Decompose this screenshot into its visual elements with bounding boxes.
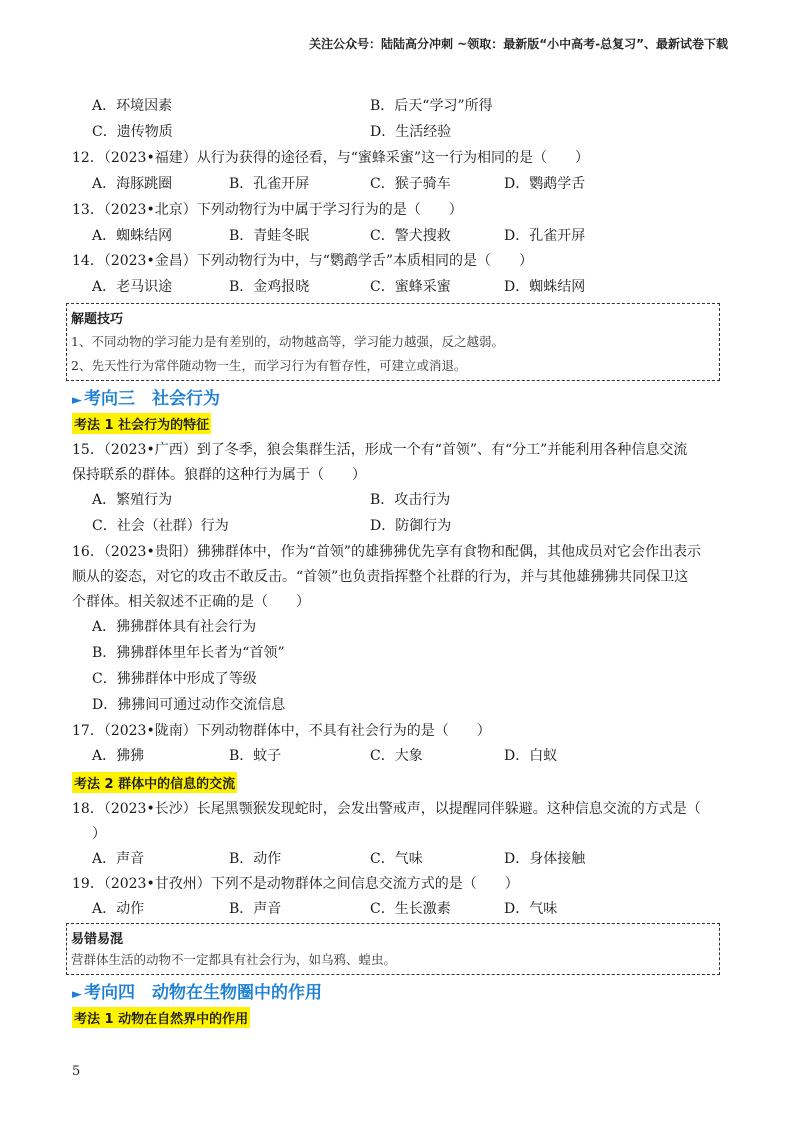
q19-option-d: D．气味 — [504, 901, 558, 917]
q17-stem: 17．（2023•陇南）下列动物群体中，不具有社会行为的是（ ） — [72, 723, 491, 739]
tip-line: 营群体生活的动物不一定都具有社会行为，如乌鸦、蝗虫。 — [71, 952, 397, 967]
q11-option-d: D．生活经验 — [370, 124, 452, 140]
q16-stem-cont: 顺从的姿态，对它的攻击不敢反击。“首领”也负责指挥整个社群的行为，并与其他雄狒狒共同保卫这 — [72, 569, 689, 585]
q11-option-b: B．后天“学习”所得 — [370, 98, 493, 114]
q19-option-c: C．生长激素 — [370, 901, 451, 917]
q19-option-b: B．声音 — [229, 901, 282, 917]
q15-stem: 15．（2023•广西）到了冬季，狼会集群生活，形成一个有“首领”、有“分工”并能利用各种信息交流 — [72, 442, 688, 458]
method-heading: 考法 2 群体中的信息的交流 — [72, 772, 237, 793]
q12-option-d: D．鹦鹉学舌 — [504, 176, 586, 192]
page-header: 关注公众号：陆陆高分冲刺 ~领取：最新版“小中高考-总复习”、最新试卷下载 — [309, 37, 728, 51]
q13-option-b: B．青蛙冬眠 — [229, 228, 310, 244]
q13-stem: 13．（2023•北京）下列动物行为中属于学习行为的是（ ） — [72, 202, 463, 218]
q16-stem: 16．（2023•贵阳）狒狒群体中，作为“首领”的雄狒狒优先享有食物和配偶，其他成员对它会作出表示 — [72, 544, 702, 560]
method-heading: 考法 1 社会行为的特征 — [72, 413, 211, 434]
tip-line: 2、先天性行为常伴随动物一生，而学习行为有暂存性，可建立或消退。 — [71, 358, 467, 373]
q15-option-b: B．攻击行为 — [370, 492, 451, 508]
q12-option-a: A．海豚跳圈 — [92, 176, 173, 192]
q15-stem-cont: 保持联系的群体。狼群的这种行为属于（ ） — [72, 467, 366, 483]
q14-stem: 14．（2023•金昌）下列动物行为中，与“鹦鹉学舌”本质相同的是（ ） — [72, 253, 534, 269]
triangle-icon: ► — [72, 393, 82, 408]
q16-option-d: D．狒狒间可通过动作交流信息 — [92, 697, 286, 713]
q11-option-c: C．遗传物质 — [92, 124, 173, 140]
q11-option-a: A．环境因素 — [92, 98, 173, 114]
q19-option-a: A．动作 — [92, 901, 145, 917]
q14-option-d: D．蜘蛛结网 — [504, 279, 586, 295]
q12-stem: 12．（2023•福建）从行为获得的途径看，与“蜜蜂采蜜”这一行为相同的是（ ） — [72, 150, 590, 166]
tip-box-mistakes — [66, 923, 720, 975]
q14-option-c: C．蜜蜂采蜜 — [370, 279, 451, 295]
q13-option-a: A．蜘蛛结网 — [92, 228, 173, 244]
q15-option-d: D．防御行为 — [370, 518, 452, 534]
q19-stem: 19．（2023•甘孜州）下列不是动物群体之间信息交流方式的是（ ） — [72, 876, 519, 892]
q17-option-b: B．蚊子 — [229, 748, 282, 764]
triangle-icon: ► — [72, 987, 82, 1002]
tip-line: 1、不同动物的学习能力是有差别的，动物越高等，学习能力越强，反之越弱。 — [71, 334, 504, 349]
section-title: 考向四 动物在生物圈中的作用 — [84, 983, 322, 1003]
q13-option-d: D．孔雀开屏 — [504, 228, 586, 244]
q18-stem: 18．（2023•长沙）长尾黑颚猴发现蛇时，会发出警戒声，以提醒同伴躲避。这种信息交流的方式是（ — [72, 801, 701, 817]
q12-option-b: B．孔雀开屏 — [229, 176, 310, 192]
q14-option-a: A．老马识途 — [92, 279, 173, 295]
q12-option-c: C．猴子骑车 — [370, 176, 451, 192]
q14-option-b: B．金鸡报晓 — [229, 279, 310, 295]
q17-option-a: A．狒狒 — [92, 748, 145, 764]
q17-option-d: D．白蚁 — [504, 748, 558, 764]
q16-option-c: C．狒狒群体中形成了等级 — [92, 671, 257, 687]
q16-option-a: A．狒狒群体具有社会行为 — [92, 619, 257, 635]
method-heading: 考法 1 动物在自然界中的作用 — [72, 1007, 250, 1028]
tip-title: 易错易混 — [71, 932, 124, 947]
q15-option-c: C．社会（社群）行为 — [92, 518, 229, 534]
page-number: 5 — [72, 1064, 81, 1079]
section-heading-3 — [72, 384, 220, 409]
q13-option-c: C．警犬搜救 — [370, 228, 451, 244]
tip-title: 解题技巧 — [71, 312, 124, 327]
section-heading-4 — [72, 978, 322, 1003]
q18-option-d: D．身体接触 — [504, 851, 586, 867]
q15-option-a: A．繁殖行为 — [92, 492, 173, 508]
q18-stem-cont: ） — [92, 826, 106, 842]
q16-option-b: B．狒狒群体里年长者为“首领” — [92, 645, 285, 661]
q18-option-b: B．动作 — [229, 851, 282, 867]
q18-option-a: A．声音 — [92, 851, 145, 867]
q18-option-c: C．气味 — [370, 851, 423, 867]
section-title: 考向三 社会行为 — [84, 389, 220, 409]
q17-option-c: C．大象 — [370, 748, 423, 764]
tip-box-solving — [66, 303, 720, 381]
q16-stem-cont: 个群体。相关叙述不正确的是（ ） — [72, 594, 310, 610]
